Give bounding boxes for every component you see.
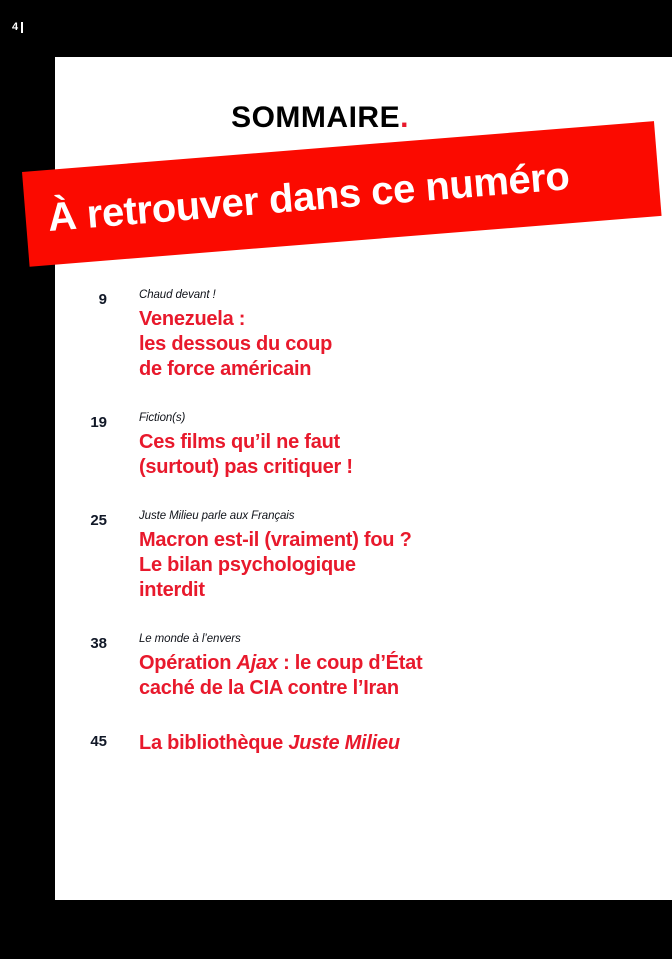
title-text: : le coup d’État	[277, 652, 423, 675]
toc-entry-title	[139, 430, 615, 480]
page-title-dot: .	[400, 101, 409, 134]
toc-entry-title-line	[139, 578, 615, 603]
toc-entry-kicker: Fiction(s)	[139, 412, 186, 425]
toc-entry[interactable]	[55, 731, 615, 756]
title-text: Ces films qu’il ne faut	[139, 430, 340, 453]
folio-number: 4	[12, 21, 19, 33]
toc-entry-body	[107, 510, 615, 603]
page-title	[55, 103, 585, 133]
toc-entry-title-line	[139, 676, 615, 701]
toc-entry[interactable]	[55, 510, 615, 603]
toc-entry-page-number: 25	[90, 512, 107, 530]
toc-entry-page-number: 9	[98, 291, 107, 308]
toc-entry-title	[139, 307, 615, 383]
title-text: Opération	[139, 652, 237, 675]
toc-entry-body	[107, 633, 615, 701]
title-text-italic: Juste Milieu	[288, 732, 400, 755]
title-text: Venezuela :	[139, 307, 246, 330]
title-text: La bibliothèque	[139, 732, 289, 755]
toc-entry-body	[107, 731, 615, 756]
toc-entry-title-line	[139, 731, 615, 756]
title-text: de force américain	[139, 358, 312, 381]
title-text: Le bilan psychologique	[139, 554, 356, 577]
toc-entry-title	[139, 731, 615, 756]
vertical-rule-icon	[21, 22, 23, 33]
toc-entry-kicker: Chaud devant !	[139, 289, 216, 301]
toc-entry-page-number: 19	[90, 414, 107, 432]
title-text: les dessous du coup	[139, 332, 333, 355]
table-of-contents	[55, 289, 615, 757]
toc-entry-title	[139, 528, 615, 604]
toc-entry[interactable]	[55, 289, 615, 382]
toc-entry-title-line	[139, 455, 615, 480]
toc-entry-title-line	[139, 430, 615, 455]
toc-entry-title-line	[139, 651, 615, 676]
toc-entry-body	[107, 412, 615, 480]
banner-label: À retrouver dans ce numéro	[45, 153, 571, 240]
toc-entry-title-line	[139, 553, 615, 578]
title-text: (surtout) pas critiquer !	[139, 456, 353, 479]
toc-entry-body	[107, 289, 615, 382]
toc-entry-title-line	[139, 307, 615, 332]
toc-entry-page-number: 45	[90, 733, 107, 751]
title-text-italic: Ajax	[236, 652, 278, 675]
toc-entry[interactable]	[55, 633, 615, 701]
toc-entry-title	[139, 651, 615, 701]
title-text: caché de la CIA contre l’Iran	[139, 677, 399, 700]
toc-entry-page-number: 38	[90, 635, 107, 653]
folio-marker	[12, 22, 23, 33]
toc-entry[interactable]	[55, 412, 615, 480]
toc-entry-kicker: Le monde à l’envers	[139, 633, 241, 646]
toc-entry-title-line	[139, 357, 615, 382]
page-title-word: SOMMAIRE	[231, 101, 401, 134]
title-text: Macron est-il (vraiment) fou ?	[139, 528, 412, 551]
toc-entry-title-line	[139, 332, 615, 357]
title-text: interdit	[139, 579, 205, 602]
toc-entry-kicker: Juste Milieu parle aux Français	[139, 510, 295, 523]
toc-entry-title-line	[139, 528, 615, 553]
